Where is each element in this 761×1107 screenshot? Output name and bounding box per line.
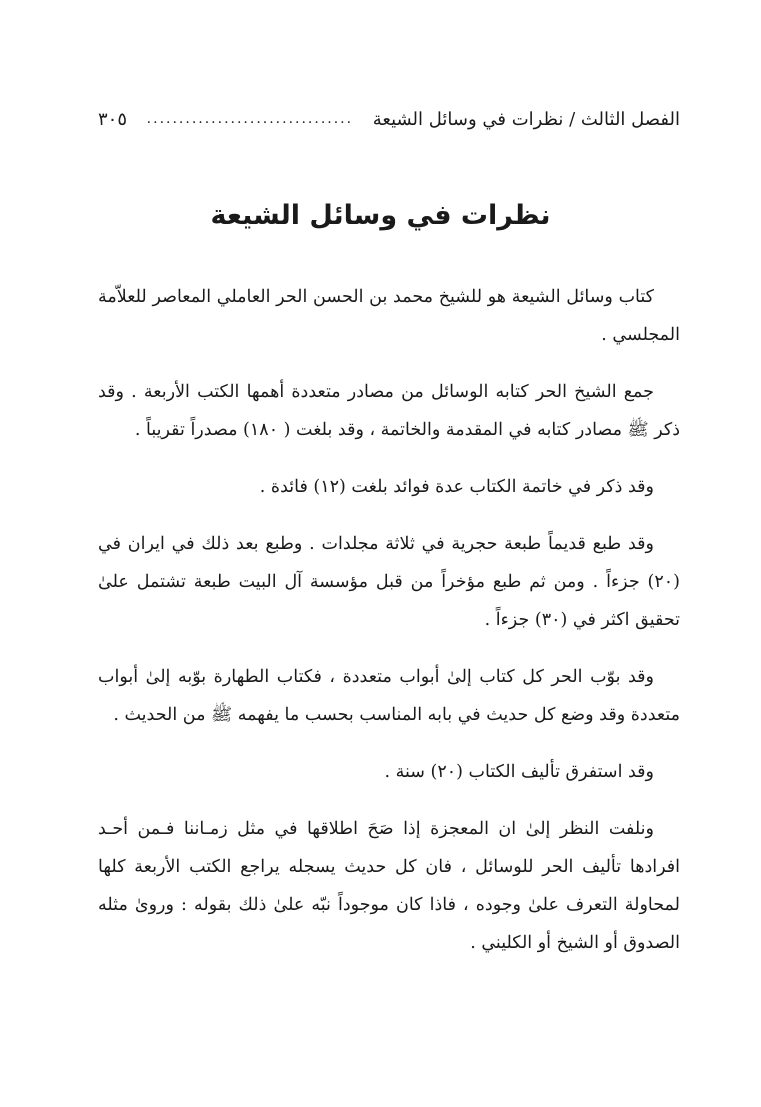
paragraph: وقد طبع قديماً طبعة حجرية في ثلاثة مجلدات . وطبع بعد ذلك في ايران في (٢٠) جزءاً . ومن ثم طبع مؤخراً من قبل مؤسسة آل البيت طبعة تشتمل علىٰ تحقيق اكثر في (٣٠) جزءاً . bbox=[98, 534, 680, 630]
running-header bbox=[98, 104, 680, 134]
paragraph: جمع الشيخ الحر كتابه الوسائل من مصادر متعددة أهمها الكتب الأربعة . وقد ذكر ﷺ مصادر كتابه في المقدمة والخاتمة ، وقد بلغت ( ١٨٠) مصدراً تقريباً . bbox=[98, 382, 680, 440]
body-text bbox=[98, 278, 680, 981]
paragraph: وقد ذكر في خاتمة الكتاب عدة فوائد بلغت (١٢) فائدة . bbox=[259, 477, 654, 497]
leader-dots: ................................ bbox=[146, 111, 354, 127]
paragraph: وقد استفرق تأليف الكتاب (٢٠) سنة . bbox=[384, 762, 654, 782]
paragraph: وقد بوّب الحر كل كتاب إلىٰ أبواب متعددة ، فكتاب الطهارة بوّبه إلىٰ أبواب متعددة وقد وضع كل حديث في بابه المناسب بحسب ما يفهمه ﷺ من الحديث . bbox=[98, 667, 680, 725]
chapter-title: الفصل الثالث / نظرات في وسائل الشيعة bbox=[372, 108, 680, 130]
paragraph: ونلفت النظر إلىٰ ان المعجزة إذا صَحَ اطلاقها في مثل زمـاننا فـمن أحـد افرادها تأليف الحر للوسائل ، فان كل حديث يسجله يراجع الكتب الأربعة كلها لمحاولة التعرف علىٰ وجوده ، فاذا كان موجوداً نبّه علىٰ ذلك بقوله : وروىٰ مثله الصدوق أو الشيخ أو الكليني . bbox=[98, 819, 680, 953]
page-number: ٣٠٥ bbox=[98, 108, 128, 130]
paragraph: كتاب وسائل الشيعة هو للشيخ محمد بن الحسن الحر العاملي المعاصر للعلاّمة المجلسي . bbox=[98, 287, 680, 345]
section-title: نظرات في وسائل الشيعة bbox=[210, 200, 551, 231]
